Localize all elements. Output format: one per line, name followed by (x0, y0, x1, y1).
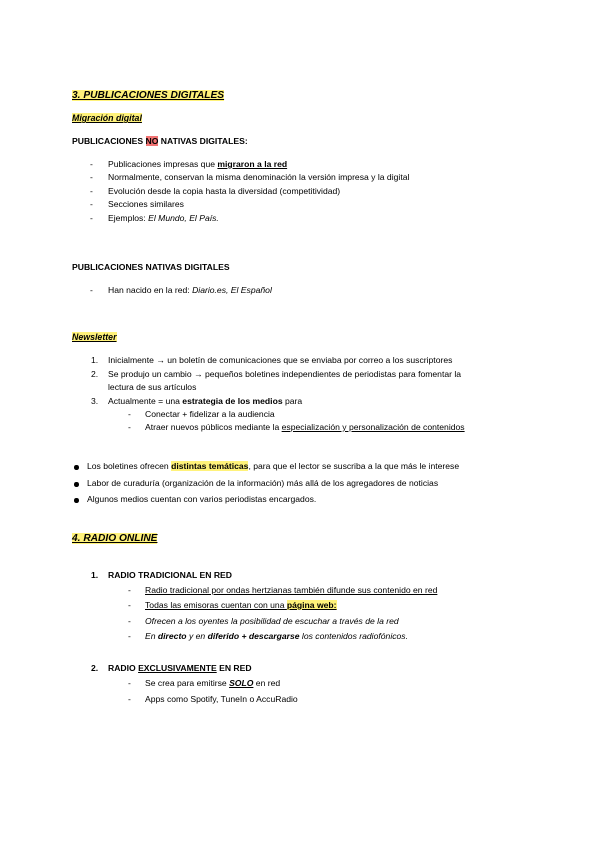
sub-item: Todas las emisoras cuentan con una página web: (145, 600, 337, 610)
list-item: Normalmente, conservan la misma denominación la versión impresa y la digital (108, 172, 410, 182)
list-number: 2. (91, 369, 99, 379)
sub-item: Radio tradicional por ondas hertzianas también difunde sus contenido en red (145, 585, 438, 595)
migracion-digital-heading: Migración digital (72, 113, 142, 123)
sub-item: En directo y en diferido + descargarse los contenidos radiofónicos. (145, 631, 408, 641)
list-item: Evolución desde la copia hasta la diversidad (competitividad) (108, 186, 341, 196)
newsletter-heading: Newsletter (72, 332, 117, 342)
list-number: 1. (91, 355, 99, 365)
list-dash: - (128, 631, 131, 641)
list-dash: - (90, 172, 93, 182)
ordered-item: Actualmente = una estrategia de los medios para (108, 396, 303, 406)
ordered-item: Inicialmente → un boletín de comunicaciones que se enviaba por correo a los suscriptores (108, 355, 453, 365)
ordered-item-continuation: lectura de sus artículos (108, 382, 197, 392)
list-number: 1. (91, 570, 99, 580)
no-nativas-heading: PUBLICACIONES NO NATIVAS DIGITALES: (72, 136, 248, 146)
list-dash: - (128, 585, 131, 595)
sub-item: Se crea para emitirse SOLO en red (145, 678, 281, 688)
bullet-item: Labor de curaduría (organización de la información) más allá de los agregadores de noticias (87, 478, 439, 488)
list-dash: - (128, 694, 131, 704)
list-dash: - (128, 678, 131, 688)
list-dash: - (90, 285, 93, 295)
bullet (74, 498, 79, 503)
sub-item: Conectar + fidelizar a la audiencia (145, 409, 275, 419)
section-3-title: 3. PUBLICACIONES DIGITALES (72, 90, 225, 101)
list-dash: - (128, 409, 131, 419)
list-number: 3. (91, 396, 99, 406)
list-dash: - (90, 159, 93, 169)
list-dash: - (90, 186, 93, 196)
sub-item: Ofrecen a los oyentes la posibilidad de escuchar a través de la red (145, 616, 399, 626)
sub-item: Atraer nuevos públicos mediante la especialización y personalización de contenidos (145, 422, 465, 432)
list-dash: - (128, 600, 131, 610)
bullet-item: Los boletines ofrecen distintas temáticas, para que el lector se suscriba a la que más le interese (87, 461, 460, 471)
radio-exclusiva-heading: RADIO EXCLUSIVAMENTE EN RED (108, 663, 252, 673)
list-dash: - (90, 199, 93, 209)
list-dash: - (128, 616, 131, 626)
list-item: Publicaciones impresas que migraron a la red (108, 159, 288, 169)
bullet (74, 482, 79, 487)
bullet (74, 465, 79, 470)
radio-tradicional-heading: RADIO TRADICIONAL EN RED (108, 570, 232, 580)
list-item: Secciones similares (108, 199, 184, 209)
bullet-item: Algunos medios cuentan con varios periodistas encargados. (87, 494, 317, 504)
ordered-item: Se produjo un cambio → pequeños boletines independientes de periodistas para fomentar la (108, 369, 462, 379)
sub-item: Apps como Spotify, TuneIn o AccuRadio (145, 694, 298, 704)
list-item: Han nacido en la red: Diario.es, El Español (108, 285, 272, 295)
list-number: 2. (91, 663, 99, 673)
list-dash: - (90, 213, 93, 223)
nativas-heading: PUBLICACIONES NATIVAS DIGITALES (72, 262, 230, 272)
list-dash: - (128, 422, 131, 432)
list-item: Ejemplos: El Mundo, El País. (108, 213, 219, 223)
section-4-title: 4. RADIO ONLINE (72, 533, 158, 544)
